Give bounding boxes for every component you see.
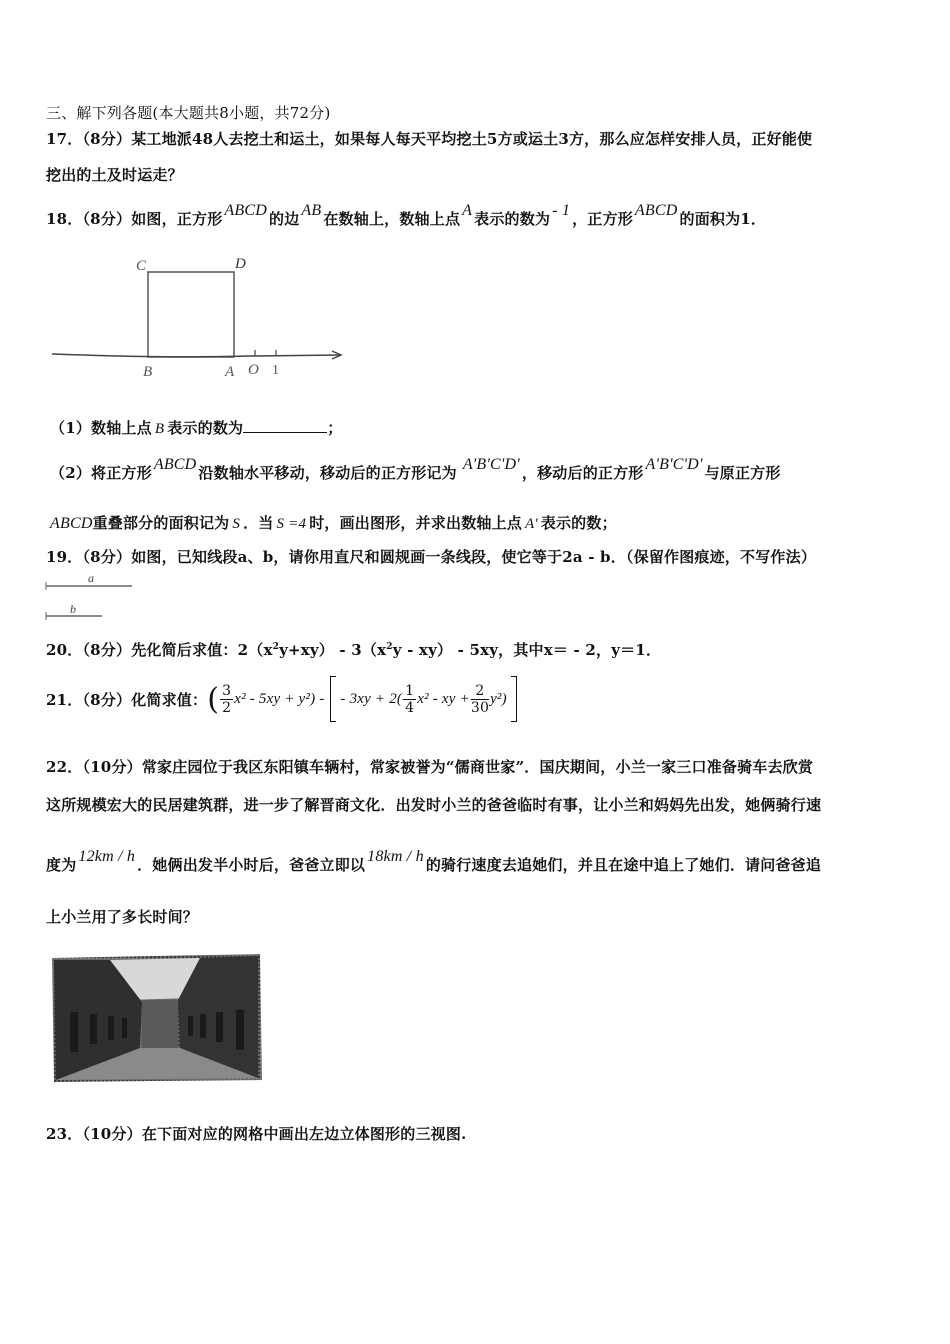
q21-expression [46, 676, 517, 722]
q21-frac2 [403, 683, 416, 716]
q20-text-part: y+xy） - 3（x [279, 641, 387, 659]
q18-sub2-math: A'B'C'D' [645, 456, 703, 473]
q22-line4: 上小兰用了多长时间？ [46, 908, 199, 926]
q21-frac1 [220, 683, 233, 716]
q22-photo-courtyard [50, 952, 264, 1084]
q18-sub2-line2 [50, 512, 617, 533]
q18-math: ABCD [224, 202, 267, 219]
q18-sub2-text: ．当 [243, 514, 274, 532]
q21-term: x² - xy + [417, 690, 470, 707]
q18-text: 的边 [269, 210, 300, 228]
q18-sub1-text: ； [327, 419, 343, 437]
label-c: C [136, 258, 147, 274]
photo-door [122, 1018, 127, 1038]
q18-sub2-math: A'B'C'D' [462, 456, 520, 473]
q18-sub2-math: ABCD [50, 515, 93, 532]
q22-text: 的骑行速度去追她们，并且在途中追上了她们．请问爸爸追 [425, 856, 822, 874]
q17-line2: 挖出的土及时运走？ [46, 166, 183, 184]
q20-exponent: 2 [386, 642, 393, 652]
q18-sub2-text: （2）将正方形 [50, 464, 152, 482]
frac-den: 30 [470, 699, 490, 716]
q21-frac3 [471, 683, 489, 716]
q18-sub2-text: 与原正方形 [704, 464, 781, 482]
label-o: O [248, 362, 259, 378]
q17-line1: 17．（8分）某工地派48人去挖土和运土，如果每人每天平均挖土5方或运土3方，那么应怎样安排人员，正好能使 [46, 130, 813, 148]
q18-sub1-text: （1）数轴上点 [50, 419, 152, 437]
q22-line1: 22．（10分）常家庄园位于我区东阳镇车辆村，常家被誉为“儒商世家”．国庆期间，小兰一家三口准备骑车去欣赏 [46, 758, 814, 776]
segment-b-label: b [70, 602, 76, 616]
q18-text: 18．（8分）如图，正方形 [46, 210, 223, 228]
q18-math: AB [301, 202, 322, 219]
q18-text: ，正方形 [572, 210, 633, 228]
q18-text: 在数轴上，数轴上点 [323, 210, 461, 228]
q18-sub2-text: 沿数轴水平移动，移动后的正方形记为 [198, 464, 457, 482]
q22-text: ．她俩出发半小时后，爸爸立即以 [137, 856, 366, 874]
q18-sub2-math: S =4 [276, 516, 307, 532]
q20-text [46, 639, 661, 660]
q21-term: - 3xy + 2( [340, 690, 403, 707]
q20-exponent: 2 [272, 642, 280, 652]
q19-segments [44, 572, 144, 622]
q22-text: 度为 [46, 856, 77, 874]
q18-text: 的面积为1． [679, 210, 767, 228]
answer-blank[interactable] [243, 418, 327, 433]
frac-num: 1 [405, 682, 415, 699]
q18-sub2-text: ，移动后的正方形 [521, 464, 644, 482]
q18-sub2-text: 表示的数； [540, 514, 617, 532]
frac-den: 2 [222, 699, 232, 716]
photo-far-wall [142, 1000, 178, 1048]
photo-door [90, 1014, 97, 1044]
q19-text: 19．（8分）如图，已知线段a、b，请你用直尺和圆规画一条线段，使它等于2a - b．（保留作图痕迹，不写作法） [46, 548, 817, 566]
q18-sub1-math: B [154, 421, 165, 437]
q18-sub2-text: 重叠部分的面积记为 [92, 514, 230, 532]
q18-sub2-math: A' [525, 516, 538, 532]
q22-line2: 这所规模宏大的民居建筑群，进一步了解晋商文化．出发时小兰的爸爸临时有事，让小兰和妈妈先出发，她俩骑行速 [46, 796, 822, 814]
q21-label: 21．（8分）化简求值： [46, 690, 208, 709]
segment-a-label: a [88, 572, 94, 585]
frac-num: 3 [222, 682, 232, 699]
section-title: 三、解下列各题(本大题共8小题，共72分) [46, 104, 331, 122]
q23-text: 23．（10分）在下面对应的网格中画出左边立体图形的三视图. [46, 1125, 467, 1143]
q21-term: y²) [490, 690, 507, 707]
q18-math: - 1 [552, 202, 571, 219]
photo-door [236, 1010, 244, 1050]
q20-text-part: 20．（8分）先化简后求值：2（x [46, 641, 273, 659]
label-a: A [225, 364, 235, 380]
q18-sub1-text: 表示的数为 [167, 419, 244, 437]
q22-line3 [46, 848, 822, 875]
q22-speed: 12km / h [78, 848, 136, 865]
q18-stem [46, 202, 767, 229]
q18-sub2-text: 时，画出图形，并求出数轴上点 [309, 514, 522, 532]
frac-num: 2 [471, 683, 489, 700]
q18-math: ABCD [634, 202, 678, 219]
label-d: D [235, 256, 246, 272]
q18-sub2-line1 [50, 456, 781, 483]
q18-sub1 [50, 417, 342, 438]
q18-sub2-math: S [232, 516, 241, 532]
number-line [52, 354, 340, 357]
q21-term: x² - 5xy + y²) - [234, 690, 325, 707]
label-b: B [143, 364, 153, 380]
photo-door [108, 1016, 114, 1040]
photo-door [70, 1012, 78, 1052]
frac-den: 4 [405, 699, 415, 716]
q18-text: 表示的数为 [474, 210, 551, 228]
photo-door [200, 1014, 206, 1038]
q18-figure-square-numberline [50, 250, 350, 380]
q21-paren: ( [207, 681, 220, 717]
q18-sub2-math: ABCD [153, 456, 197, 473]
q21-bracket-left [330, 676, 336, 722]
q21-bracket-right [511, 676, 517, 722]
q18-math: A [462, 202, 473, 219]
q22-speed: 18km / h [367, 848, 424, 865]
photo-door [216, 1012, 223, 1042]
square-abcd [148, 272, 234, 357]
photo-door [188, 1016, 193, 1036]
q20-text-part: y - xy） - 5xy，其中x＝ - 2，y＝1． [392, 641, 662, 659]
label-1: 1 [272, 363, 279, 378]
